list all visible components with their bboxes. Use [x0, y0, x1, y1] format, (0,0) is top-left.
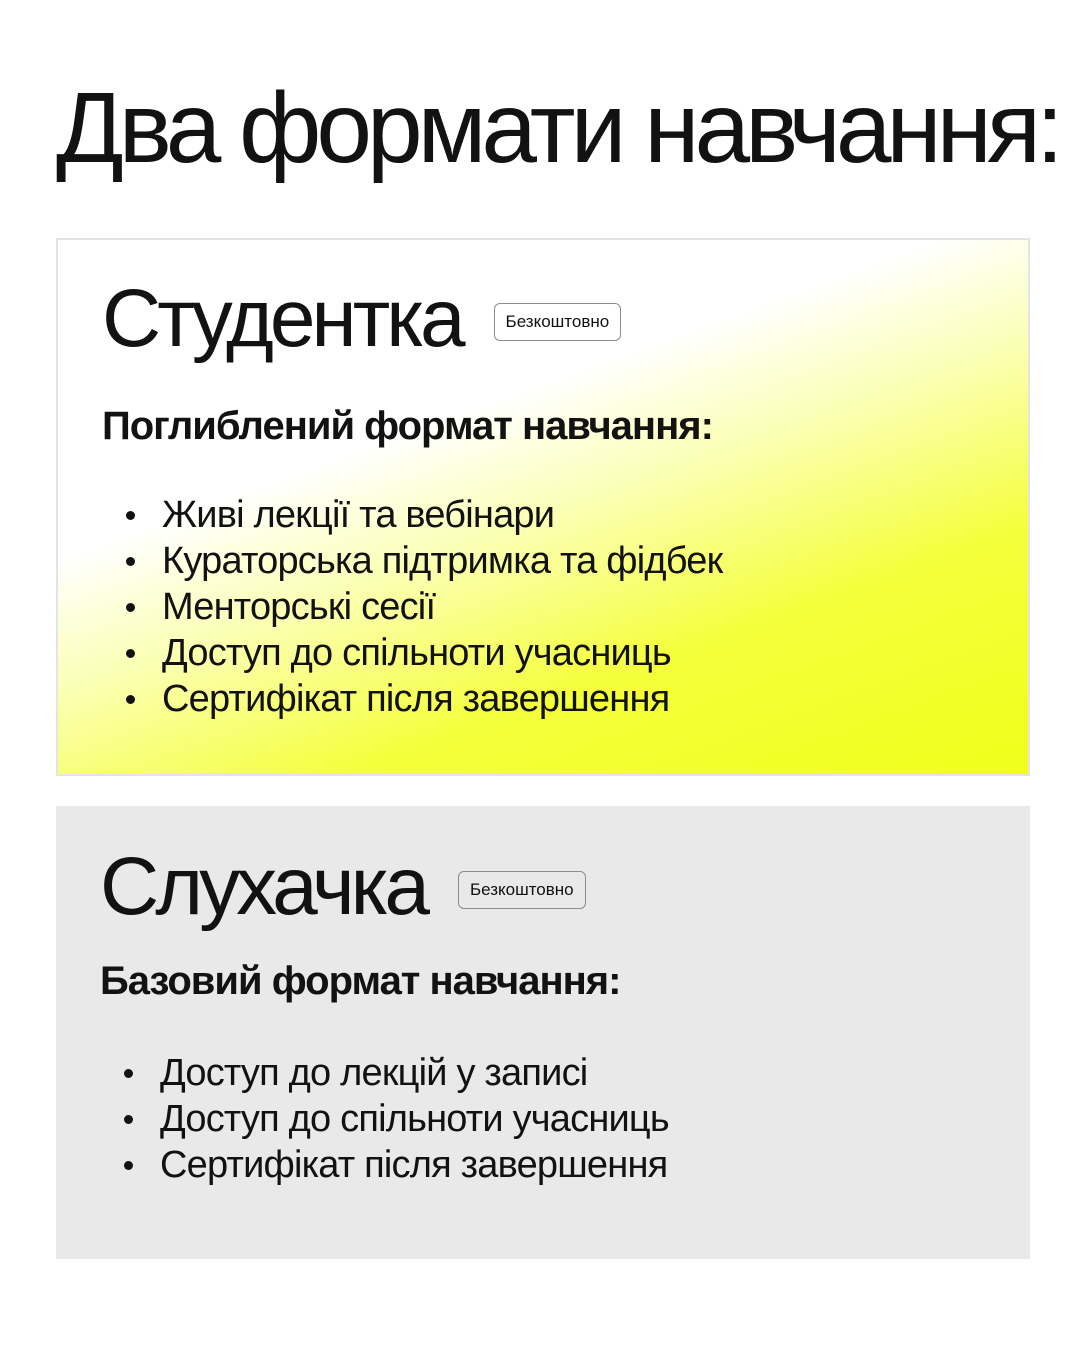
feature-text: Сертифікат після завершення	[162, 678, 670, 720]
card-title: Слухачка	[100, 841, 426, 932]
bullet-icon	[124, 1069, 133, 1078]
feature-item	[120, 584, 722, 630]
feature-item	[120, 538, 722, 584]
feature-item	[120, 492, 722, 538]
feature-item	[118, 1142, 669, 1188]
feature-list	[118, 1050, 669, 1188]
bullet-icon	[126, 649, 135, 658]
feature-text: Менторські сесії	[162, 586, 436, 628]
free-badge[interactable]: Безкоштовно	[494, 303, 622, 341]
free-badge[interactable]: Безкоштовно	[458, 871, 586, 909]
card-header	[100, 836, 586, 939]
feature-text: Живі лекції та вебінари	[162, 494, 555, 536]
card-header	[102, 268, 621, 371]
student-format-card	[56, 238, 1030, 776]
feature-item	[118, 1050, 669, 1096]
bullet-icon	[126, 695, 135, 704]
feature-item	[118, 1096, 669, 1142]
feature-text: Доступ до спільноти учасниць	[160, 1098, 669, 1140]
feature-item	[120, 630, 722, 676]
bullet-icon	[126, 557, 135, 566]
feature-text: Кураторська підтримка та фідбек	[162, 540, 723, 582]
card-subtitle: Поглиблений формат навчання:	[102, 404, 713, 448]
feature-text: Доступ до спільноти учасниць	[162, 632, 671, 674]
bullet-icon	[126, 603, 135, 612]
card-subtitle: Базовий формат навчання:	[100, 959, 621, 1003]
page-title: Два формати навчання:	[56, 72, 1059, 184]
card-title: Студентка	[102, 273, 462, 364]
bullet-icon	[124, 1161, 133, 1170]
bullet-icon	[124, 1115, 133, 1124]
listener-format-card	[56, 806, 1030, 1259]
feature-text: Сертифікат після завершення	[160, 1144, 668, 1186]
feature-text: Доступ до лекцій у записі	[160, 1052, 588, 1094]
feature-list	[120, 492, 722, 722]
bullet-icon	[126, 511, 135, 520]
feature-item	[120, 676, 722, 722]
